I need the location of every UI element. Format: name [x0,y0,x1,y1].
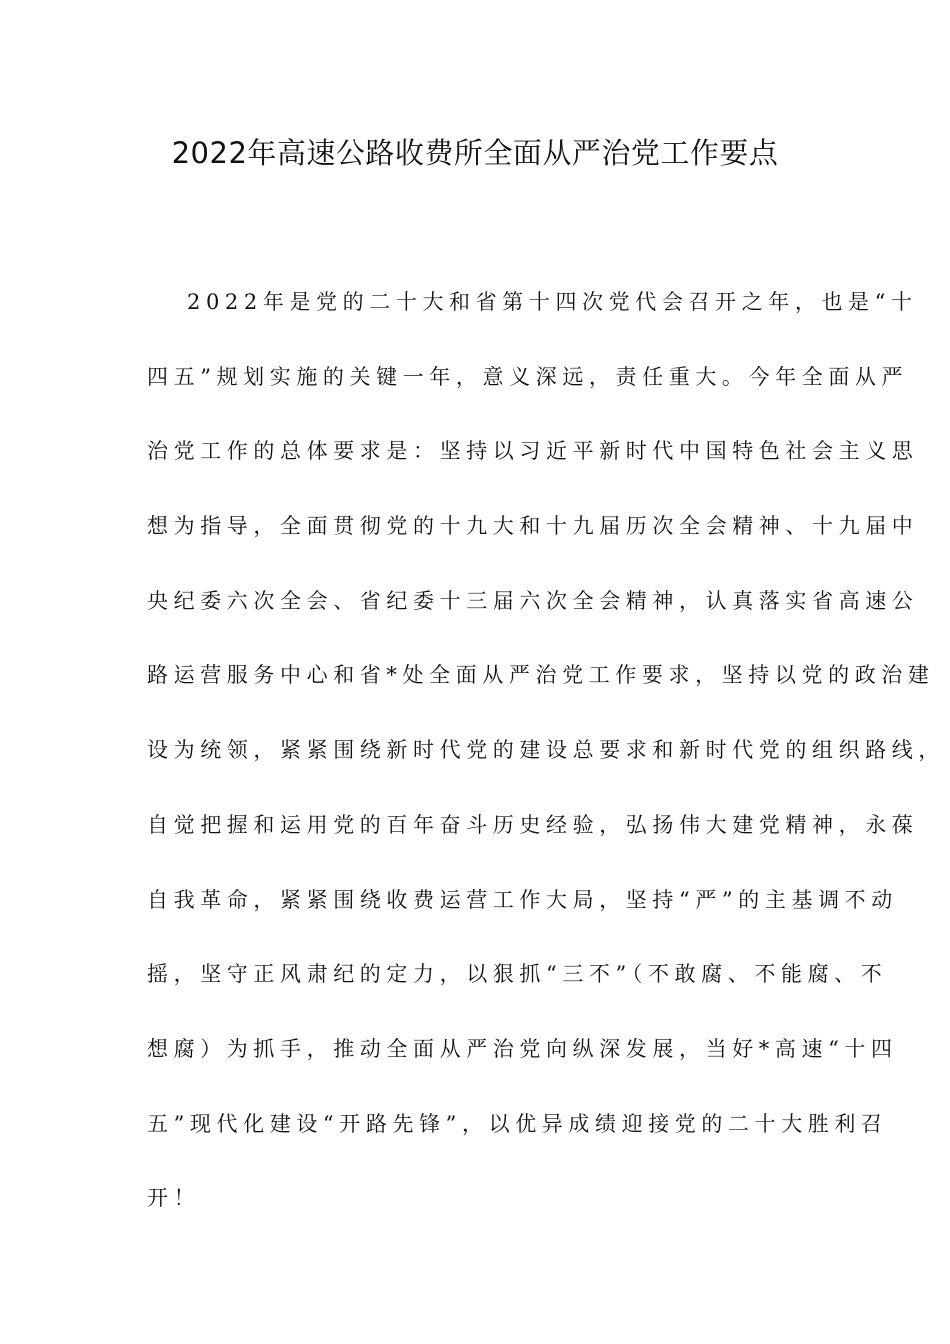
paragraph-line-11: 想腐）为抓手，推动全面从严治党向纵深发展，当好*高速“十四 [147,1036,898,1061]
paragraph-line-1: 2022年是党的二十大和省第十四次党代会召开之年，也是“十 [187,290,918,314]
paragraph-line-5: 央纪委六次全会、省纪委十三届六次全会精神，认真落实省高速公 [147,588,919,613]
paragraph-line-12: 五”现代化建设“开路先锋”，以优异成绩迎接党的二十大胜利召 [147,1111,888,1136]
paragraph-line-4: 想为指导，全面贯彻党的十九大和十九届历次全会精神、十九届中 [147,514,919,539]
paragraph-line-7: 设为统领，紧紧围绕新时代党的建设总要求和新时代党的组织路线， [147,738,945,763]
paragraph-line-9: 自我革命，紧紧围绕收费运营工作大局，坚持“严”的主基调不动 [147,887,898,912]
paragraph-line-3: 治党工作的总体要求是：坚持以习近平新时代中国特色社会主义思 [147,439,919,464]
paragraph-line-8: 自觉把握和运用党的百年奋斗历史经验，弘扬伟大建党精神，永葆 [147,812,919,837]
paragraph-line-6: 路运营服务中心和省*处全面从严治党工作要求，坚持以党的政治建 [147,663,935,688]
paragraph-line-2: 四五”规划实施的关键一年，意义深远，责任重大。今年全面从严 [147,364,909,389]
paragraph-line-10: 摇，坚守正风肃纪的定力，以狠抓“三不”（不敢腐、不能腐、不 [147,962,888,987]
paragraph-line-13: 开！ [147,1186,201,1211]
document-title: 2022年高速公路收费所全面从严治党工作要点 [171,136,779,170]
body-paragraph [147,284,945,1255]
